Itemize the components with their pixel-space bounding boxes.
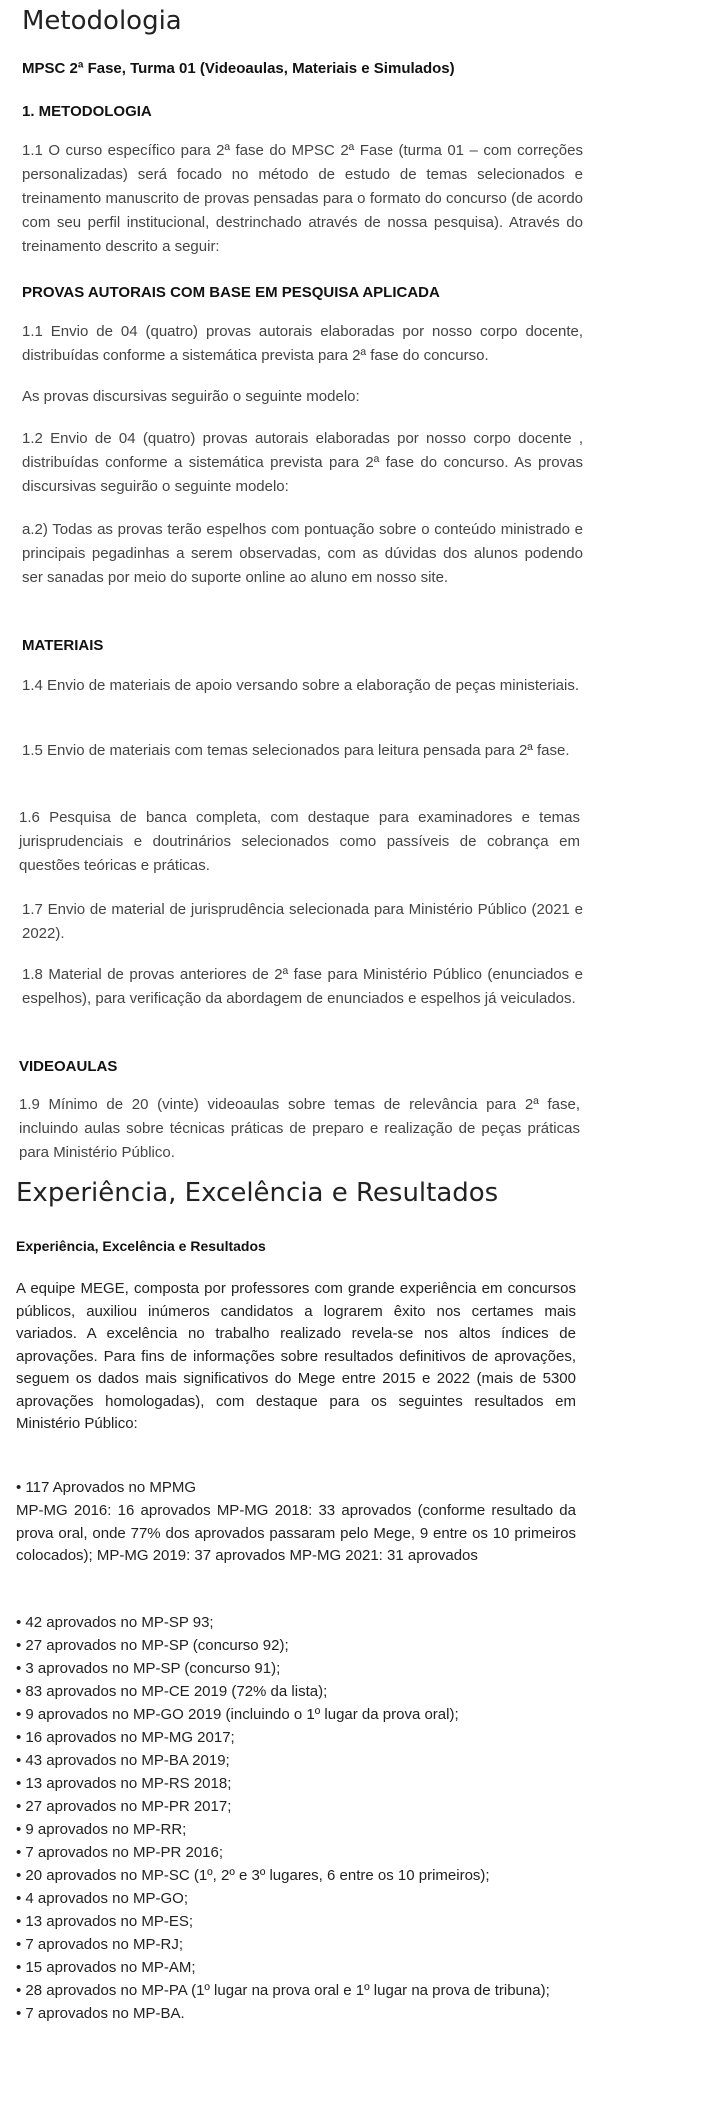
list-item: • 4 aprovados no MP-GO;	[16, 1890, 188, 1907]
results-list	[16, 1611, 576, 2025]
paragraph-1-4: 1.4 Envio de materiais de apoio versando sobre a elaboração de peças ministeriais.	[22, 677, 579, 694]
list-item: • 7 aprovados no MP-BA.	[16, 2005, 185, 2022]
resultados-intro: A equipe MEGE, composta por professores com grande experiência em concursos públicos, auxiliou inúmeros candidatos a lograrem êxito nos certames mais variados. A excelência no trabalho realizado revela-se nos altos índices de aprovações. Para fins de informações sobre resultados definitivos de aprovações, seguem os dados mais significativos do Mege entre 2015 e 2022 (mais de 5300 aprovações homologadas), com destaque para os seguintes resultados em Ministério Público:	[16, 1280, 576, 1432]
list-item: • 9 aprovados no MP-GO 2019 (incluindo o 1º lugar da prova oral);	[16, 1706, 459, 1723]
paragraph-a2: a.2) Todas as provas terão espelhos com pontuação sobre o conteúdo ministrado e principais pegadinhas a serem observadas, com as dúvidas dos alunos podendo ser sanadas por meio do suporte online ao aluno em nosso site.	[22, 521, 583, 586]
list-item: • 27 aprovados no MP-SP (concurso 92);	[16, 1637, 289, 1654]
list-item: • 9 aprovados no MP-RR;	[16, 1821, 187, 1838]
paragraph-1-1: 1.1 O curso específico para 2ª fase do MPSC 2ª Fase (turma 01 – com correções personalizadas) será focado no método de estudo de temas selecionados e treinamento manuscrito de provas pensadas para o formato do concurso (de acordo com seu perfil institucional, destrinchado através de nossa pesquisa). Através do treinamento descrito a seguir:	[22, 142, 583, 255]
course-subtitle: MPSC 2ª Fase, Turma 01 (Videoaulas, Materiais e Simulados)	[22, 60, 455, 77]
paragraph-modelo: As provas discursivas seguirão o seguinte modelo:	[22, 388, 360, 405]
paragraph-1-5: 1.5 Envio de materiais com temas selecionados para leitura pensada para 2ª fase.	[22, 742, 570, 759]
resultados-subtitle: Experiência, Excelência e Resultados	[16, 1238, 266, 1254]
list-item: • 83 aprovados no MP-CE 2019 (72% da lista);	[16, 1683, 328, 1700]
list-item: • 7 aprovados no MP-PR 2016;	[16, 1844, 224, 1861]
list-item: • 13 aprovados no MP-RS 2018;	[16, 1775, 232, 1792]
list-item: • 20 aprovados no MP-SC (1º, 2º e 3º lugares, 6 entre os 10 primeiros);	[16, 1867, 490, 1884]
paragraph-1-9: 1.9 Mínimo de 20 (vinte) videoaulas sobre temas de relevância para 2ª fase, incluindo aulas sobre técnicas práticas de preparo e realização de peças práticas para Ministério Público.	[19, 1096, 580, 1161]
list-item: • 16 aprovados no MP-MG 2017;	[16, 1729, 235, 1746]
paragraph-1-2: 1.2 Envio de 04 (quatro) provas autorais elaboradas por nosso corpo docente , distribuídas conforme a sistemática prevista para 2ª fase do concurso. As provas discursivas seguirão o seguinte modelo:	[22, 430, 583, 495]
list-item: • 43 aprovados no MP-BA 2019;	[16, 1752, 230, 1769]
mpmg-detail: MP-MG 2016: 16 aprovados MP-MG 2018: 33 aprovados (conforme resultado da prova oral, onde 77% dos aprovados passaram pelo Mege, 9 entre os 10 primeiros colocados); MP-MG 2019: 37 aprovados MP-MG 2021: 31 aprovados	[16, 1502, 576, 1564]
list-item: • 27 aprovados no MP-PR 2017;	[16, 1798, 232, 1815]
paragraph-1-7: 1.7 Envio de material de jurisprudência selecionada para Ministério Público (2021 e 2022).	[22, 901, 583, 942]
paragraph-1-6: 1.6 Pesquisa de banca completa, com destaque para examinadores e temas jurisprudenciais e doutrinários selecionados como passíveis de cobrança em questões teóricas e práticas.	[19, 809, 580, 874]
paragraph-1-8: 1.8 Material de provas anteriores de 2ª fase para Ministério Público (enunciados e espelhos), para verificação da abordagem de enunciados e espelhos já veiculados.	[22, 966, 583, 1007]
heading-metodologia: 1. METODOLOGIA	[22, 103, 152, 120]
heading-materiais: MATERIAIS	[22, 637, 104, 654]
heading-provas-autorais: PROVAS AUTORAIS COM BASE EM PESQUISA APLICADA	[22, 284, 440, 301]
list-item: • 7 aprovados no MP-RJ;	[16, 1936, 183, 1953]
heading-videoaulas: VIDEOAULAS	[19, 1058, 118, 1075]
section-title-metodologia: Metodologia	[22, 6, 182, 36]
list-item: • 3 aprovados no MP-SP (concurso 91);	[16, 1660, 281, 1677]
list-item: • 28 aprovados no MP-PA (1º lugar na prova oral e 1º lugar na prova de tribuna);	[16, 1982, 550, 1999]
mpmg-head: • 117 Aprovados no MPMG	[16, 1479, 197, 1496]
list-item: • 15 aprovados no MP-AM;	[16, 1959, 196, 1976]
list-item: • 13 aprovados no MP-ES;	[16, 1913, 194, 1930]
section-title-resultados: Experiência, Excelência e Resultados	[16, 1178, 499, 1208]
paragraph-provas-1-1: 1.1 Envio de 04 (quatro) provas autorais elaboradas por nosso corpo docente, distribuídas conforme a sistemática prevista para 2ª fase do concurso.	[22, 323, 583, 364]
list-item: • 42 aprovados no MP-SP 93;	[16, 1614, 214, 1631]
